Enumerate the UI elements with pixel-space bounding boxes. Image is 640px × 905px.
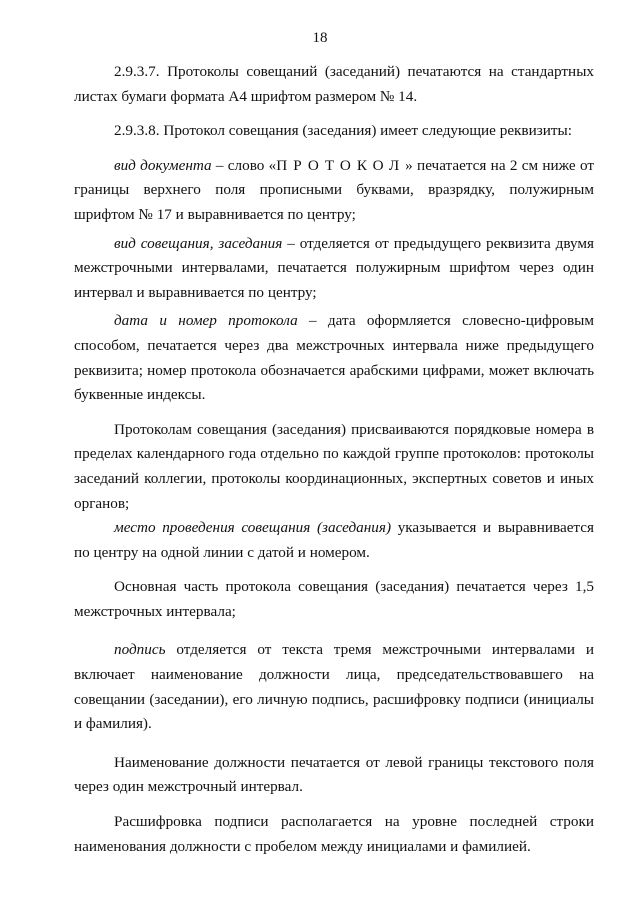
term-meeting-place: место проведения совещания (заседания): [114, 519, 392, 537]
page-number: 18: [312, 30, 328, 46]
paragraph-position-title: Наименование должности печатается от левой границы текстового поля через один межстрочный интервал.: [74, 753, 594, 796]
term-meeting-type: вид совещания, заседания: [114, 234, 283, 252]
paragraph-signature-decoding: Расшифровка подписи располагается на уровне последней строки наименования должности с пробелом между инициалами и фамилией.: [74, 813, 594, 855]
term-signature: подпись: [114, 641, 166, 659]
paragraph-text: отделяется от текста тремя межстрочными интервалами и включает наименование должности лица, председательствовавшего на совещании (заседании), его личную подпись, расшифровку подписи (инициалы и фамилия).: [74, 641, 594, 733]
paragraph-text: указывается и выравнивается по центру на одной линии с датой и номером.: [74, 519, 594, 561]
paragraph-text-pre: – слово «: [211, 156, 277, 174]
paragraph-meeting-place: [74, 516, 594, 565]
paragraph-text: – отделяется от предыдущего реквизита двумя межстрочными интервалами, печатается полужирным шрифтом через один интервал и выравнивается по центру;: [74, 234, 595, 301]
paragraph-2-9-3-8: 2.9.3.8. Протокол совещания (заседания) имеет следующие реквизиты:: [114, 122, 572, 140]
paragraph-document-type: [74, 154, 594, 228]
term-date-number: дата и номер протокола: [114, 312, 298, 330]
spaced-word: ПРОТОКОЛ: [276, 156, 406, 174]
document-body: [74, 60, 594, 859]
paragraph-numbering: Протоколам совещания (заседания) присваиваются порядковые номера в пределах календарного года отдельно по каждой группе протоколов: протоколы заседаний коллегии, протоколы координационных, экспертных советов и иных органов;: [74, 420, 594, 512]
paragraph-2-9-3-7: 2.9.3.7. Протоколы совещаний (заседаний) печатаются на стандартных листах бумаги формата А4 шрифтом размером № 14.: [74, 63, 594, 105]
paragraph-date-number: [74, 309, 594, 407]
paragraph-meeting-type: [74, 232, 594, 306]
term-document-type: вид документа: [114, 156, 212, 174]
paragraph-text: – дата оформляется словесно-цифровым способом, печатается через два межстрочных интервала ниже предыдущего реквизита; номер протокола обозначается арабскими цифрами, может включать буквенные индексы.: [74, 312, 594, 404]
paragraph-signature: [74, 638, 594, 736]
paragraph-text-post: » печатается на 2 см ниже от границы верхнего поля прописными буквами, вразрядку, полужирным шрифтом № 17 и выравнивается по центру;: [74, 156, 595, 223]
paragraph-main-part: Основная часть протокола совещания (заседания) печатается через 1,5 межстрочных интервала;: [74, 578, 594, 620]
